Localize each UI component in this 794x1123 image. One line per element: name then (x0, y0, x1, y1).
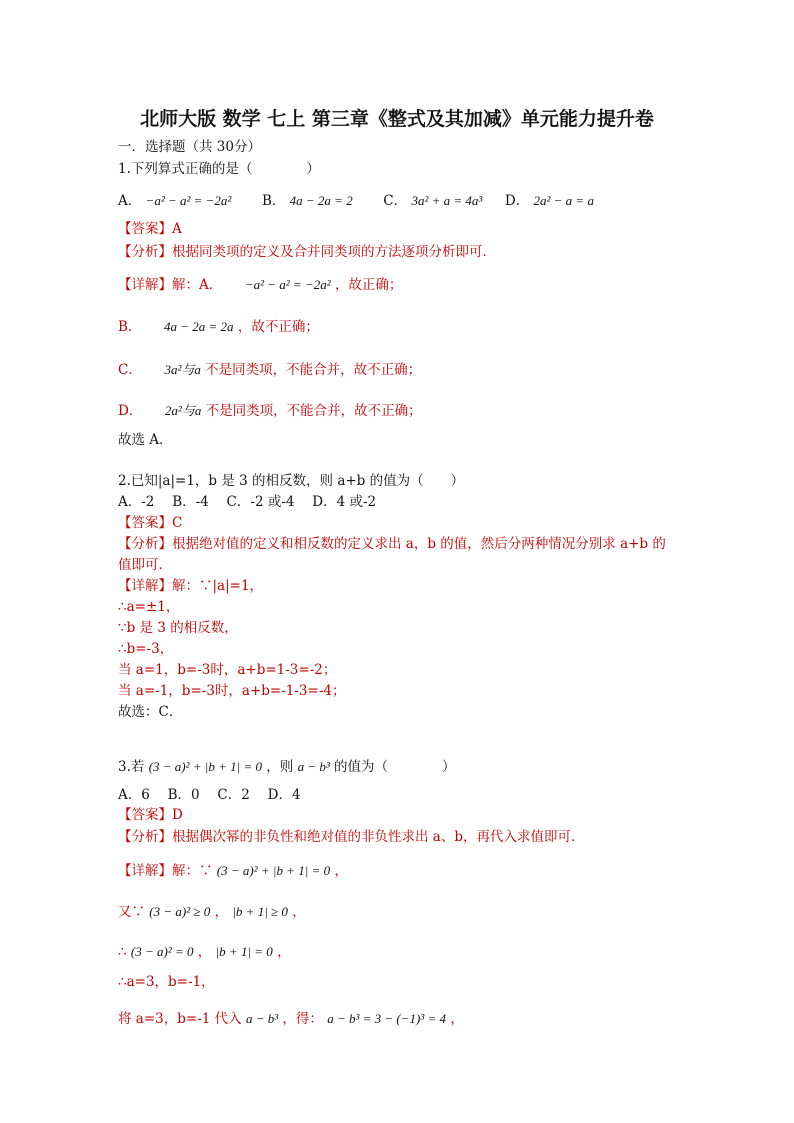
q1-analysis: 【分析】根据同类项的定义及合并同类项的方法逐项分析即可． (118, 244, 496, 260)
q1-answer: 【答案】A (118, 221, 182, 237)
q3-detail-line2 (118, 903, 306, 921)
q1-option-b-math: 4a − 2a = 2 (289, 193, 353, 208)
q1-detail-a-math: −a² − a² = −2a² (244, 277, 331, 292)
q1-detail-d-math: 2a²与a (164, 403, 202, 418)
q1-detail-b-label: B． (118, 319, 142, 335)
q3-line3-math1: (3 − a)² = 0 (130, 944, 194, 959)
q3-line2-sep: ， (214, 904, 229, 920)
q2-stem: 2.已知|a|=1，b 是 3 的相反数，则 a+b 的值为（ ） (118, 473, 465, 489)
q3-detail-tail: ， (334, 863, 348, 879)
q2-conclusion: 故选：C． (118, 704, 183, 720)
q3-line2-tail: ， (292, 904, 306, 920)
q3-line5-prefix: 将 a=3，b=-1 代入 (118, 1011, 242, 1027)
q2-detail-line5: 当 a=1，b=-3时，a+b=1-3=-2； (118, 662, 337, 678)
q3-line5-math1: a − b³ (245, 1011, 279, 1026)
q2-analysis-line1: 【分析】根据绝对值的定义和相反数的定义求出 a，b 的值，然后分两种情况分别求 a+b 的 (118, 536, 666, 552)
q3-line2-prefix: 又∵ (118, 904, 145, 920)
q2-detail-line2: ∴a=±1， (118, 599, 180, 615)
q1-option-c-label: C． (383, 193, 408, 209)
q1-conclusion: 故选 A． (118, 432, 173, 448)
q3-detail-line3 (118, 943, 291, 961)
q3-stem-math: (3 − a)² + |b + 1| = 0 (148, 759, 262, 774)
q2-detail-line4: ∴b=-3， (118, 641, 174, 657)
q2-answer: 【答案】C (118, 515, 183, 531)
q1-option-c-math: 3a² + a = 4a³ (411, 193, 483, 208)
q3-line5-tail: ， (450, 1011, 464, 1027)
q3-stem (118, 758, 456, 776)
q3-options: A．6 B．0 C．2 D．4 (118, 787, 301, 803)
q1-detail-a-tail: ，故正确； (334, 277, 403, 293)
q2-detail-line3: ∵b 是 3 的相反数， (118, 620, 238, 636)
q2-detail-line6: 当 a=-1，b=-3时，a+b=-1-3=-4； (118, 683, 346, 699)
q3-line2-math1: (3 − a)² ≥ 0 (149, 904, 211, 919)
q3-line3-math2: |b + 1| = 0 (215, 944, 273, 959)
q1-option-d-math: 2a² − a = a (533, 193, 594, 208)
q2-options: A．-2 B．-4 C．-2 或-4 D．4 或-2 (118, 494, 377, 510)
q1-option-d-label: D． (504, 193, 530, 209)
q3-line5-math2: a − b³ = 3 − (−1)³ = 4 (327, 1011, 447, 1026)
q3-detail-line4: ∴a=3，b=-1， (118, 974, 215, 990)
q3-answer: 【答案】D (118, 807, 183, 823)
q1-detail-c-math: 3a²与a (164, 362, 201, 377)
q3-stem-math2: a − b³ (297, 759, 330, 774)
q3-line5-mid: ，得： (282, 1011, 323, 1027)
q1-detail-b-math: 4a − 2a = 2a (164, 319, 234, 334)
q1-option-a-math: −a² − a² = −2a² (145, 193, 232, 208)
q3-detail-line5 (118, 1010, 464, 1028)
q2-analysis-line2: 值即可． (118, 557, 172, 573)
q3-stem-suffix: 的值为（ ） (334, 759, 456, 775)
q3-detail-line1 (118, 862, 348, 880)
q1-option-b-label: B． (261, 193, 286, 209)
q1-detail-b-tail: ，故不正确； (237, 319, 319, 335)
page-title: 北师大版 数学 七上 第三章《整式及其加减》单元能力提升卷 (140, 108, 654, 130)
q3-detail-label: 【详解】解：∵ (118, 863, 213, 879)
q1-detail-a (118, 276, 402, 294)
q1-detail-d-tail: 不是同类项，不能合并，故不正确； (205, 403, 422, 419)
q3-line3-tail: ， (277, 944, 291, 960)
q3-line3-prefix: ∴ (118, 944, 127, 960)
q3-stem-prefix: 3.若 (118, 759, 145, 775)
q1-detail-d (118, 402, 422, 420)
q3-line3-sep: ， (197, 944, 212, 960)
section-heading: 一．选择题（共 30分） (118, 139, 261, 155)
q1-option-a-label: A． (118, 193, 142, 209)
q3-analysis: 【分析】根据偶次幂的非负性和绝对值的非负性求出 a、b，再代入求值即可． (118, 829, 585, 845)
q1-options (118, 192, 594, 210)
q1-detail-label: 【详解】解：A． (118, 277, 223, 293)
q2-detail-line1: 【详解】解：∵|a|=1， (118, 578, 264, 594)
q1-detail-c-tail: 不是同类项，不能合并，故不正确； (205, 362, 422, 378)
q1-detail-c-label: C． (118, 362, 142, 378)
q1-detail-b (118, 318, 319, 336)
q1-stem: 1.下列算式正确的是（ ） (118, 161, 320, 177)
q3-detail-math: (3 − a)² + |b + 1| = 0 (216, 863, 331, 878)
q3-stem-mid: ，则 (266, 759, 294, 775)
q1-detail-c (118, 361, 421, 379)
q3-line2-math2: |b + 1| ≥ 0 (232, 904, 288, 919)
q1-detail-d-label: D． (118, 403, 143, 419)
